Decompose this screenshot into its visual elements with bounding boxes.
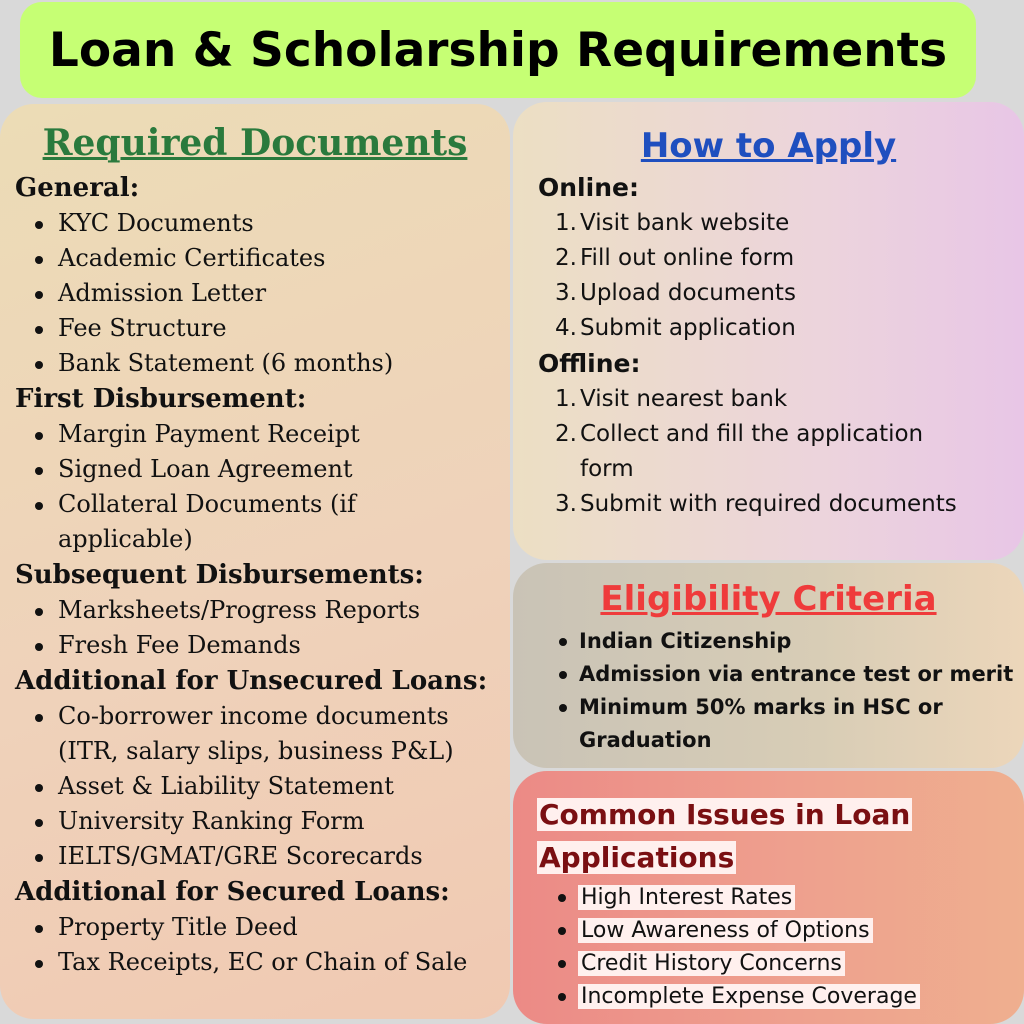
first-disbursement-list (15, 417, 510, 557)
list-item (578, 914, 1024, 947)
step-text: Upload documents (580, 280, 796, 306)
step-text: Visit bank website (580, 210, 790, 236)
step-text: Visit nearest bank (580, 386, 788, 412)
common-issues-heading (537, 793, 1024, 879)
subsequent-disbursements-list (15, 593, 510, 663)
page-title: Loan & Scholarship Requirements (20, 2, 976, 98)
list-item: University Ranking Form (58, 804, 510, 839)
secured-loans-list (15, 910, 510, 980)
list-item: KYC Documents (58, 206, 510, 241)
list-item: Fresh Fee Demands (58, 628, 510, 663)
subsequent-disbursements-label: Subsequent Disbursements: (15, 560, 424, 590)
list-item: Academic Certificates (58, 241, 510, 276)
heading-line: Common Issues in Loan (539, 798, 911, 831)
online-label: Online: (538, 173, 639, 202)
list-item (555, 276, 1024, 311)
list-item: Fee Structure (58, 311, 510, 346)
list-item: Bank Statement (6 months) (58, 346, 510, 381)
list-item: Property Title Deed (58, 910, 510, 945)
step-text: Submit application (580, 315, 796, 341)
list-item: Admission via entrance test or merit (579, 658, 1024, 691)
unsecured-loans-list (15, 699, 510, 874)
online-steps (538, 206, 1024, 346)
list-item (555, 311, 1024, 346)
list-item (555, 206, 1024, 241)
list-item: Co-borrower income documents (ITR, salary slips, business P&L) (58, 699, 478, 769)
common-issues-panel (513, 771, 1024, 1024)
how-to-apply-panel (513, 102, 1024, 560)
list-item: Tax Receipts, EC or Chain of Sale (58, 945, 510, 980)
list-item: Minimum 50% marks in HSC or Graduation (579, 691, 949, 757)
required-documents-panel (0, 104, 510, 1019)
required-documents-heading: Required Documents (42, 122, 468, 164)
first-disbursement-label: First Disbursement: (15, 384, 307, 414)
step-text: Submit with required documents (580, 491, 957, 517)
step-number: 3. (555, 280, 577, 306)
list-item (555, 487, 1024, 522)
step-number: 4. (555, 315, 577, 341)
list-item (555, 382, 1024, 417)
list-item: Marksheets/Progress Reports (58, 593, 510, 628)
offline-label: Offline: (538, 349, 641, 378)
offline-steps (538, 382, 1024, 522)
list-item: Admission Letter (58, 276, 510, 311)
list-item: Signed Loan Agreement (58, 452, 510, 487)
list-item (578, 980, 1024, 1013)
eligibility-panel (513, 563, 1024, 768)
list-item-text: Credit History Concerns (578, 951, 845, 976)
step-number: 1. (555, 210, 577, 236)
common-issues-list (537, 881, 1024, 1013)
general-label: General: (15, 173, 140, 203)
list-item (578, 881, 1024, 914)
step-text: Fill out online form (580, 245, 795, 271)
step-number: 2. (555, 245, 577, 271)
general-list (15, 206, 510, 381)
list-item: IELTS/GMAT/GRE Scorecards (58, 839, 510, 874)
list-item-text: High Interest Rates (578, 885, 795, 910)
list-item-text: Low Awareness of Options (578, 918, 873, 943)
heading-line: Applications (539, 841, 735, 874)
step-number: 1. (555, 386, 577, 412)
list-item: Indian Citizenship (579, 625, 1024, 658)
step-number: 2. (555, 421, 577, 447)
list-item: Margin Payment Receipt (58, 417, 510, 452)
how-to-apply-heading: How to Apply (640, 126, 897, 166)
list-item: Asset & Liability Statement (58, 769, 510, 804)
list-item (578, 947, 1024, 980)
unsecured-loans-label: Additional for Unsecured Loans: (15, 666, 488, 696)
list-item (555, 241, 1024, 276)
list-item (555, 417, 980, 487)
list-item-text: Incomplete Expense Coverage (578, 984, 920, 1009)
step-number: 3. (555, 491, 577, 517)
secured-loans-label: Additional for Secured Loans: (15, 877, 450, 907)
eligibility-list (553, 625, 1024, 757)
list-item: Collateral Documents (if applicable) (58, 487, 388, 557)
step-text: Collect and fill the application form (580, 421, 924, 482)
eligibility-heading: Eligibility Criteria (600, 579, 937, 619)
